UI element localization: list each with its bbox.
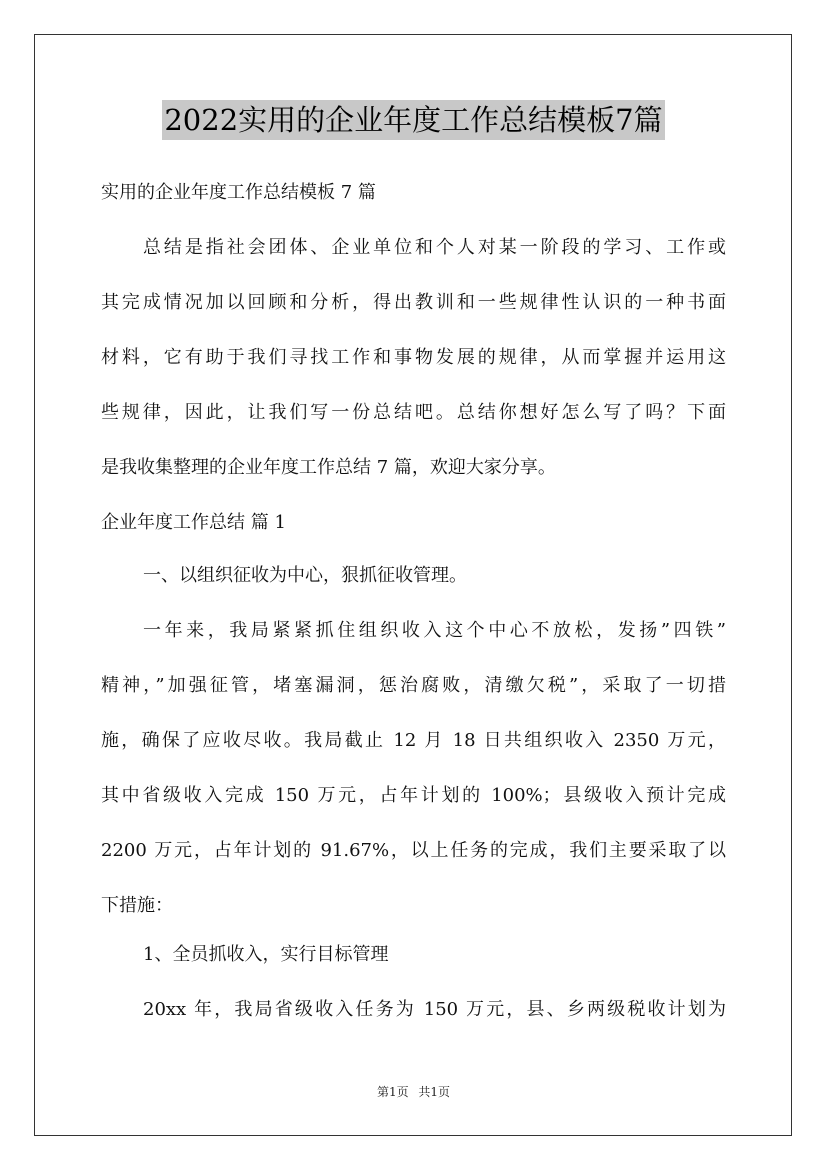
body-line: 2200 万元，占年计划的 91.67%，以上任务的完成，我们主要采取了以 xyxy=(101,840,726,861)
subsection-heading: 一、以组织征收为中心，狠抓征收管理。 xyxy=(143,565,467,586)
body-line: 材料，它有助于我们寻找工作和事物发展的规律，从而掌握并运用这 xyxy=(101,347,726,368)
body-line: 一年来，我局紧紧抓住组织收入这个中心不放松，发扬”四铁” xyxy=(143,620,726,641)
body-line: 其中省级收入完成 150 万元，占年计划的 100%；县级收入预计完成 xyxy=(101,785,726,806)
body-line: 精神，”加强征管，堵塞漏洞，惩治腐败，清缴欠税”，采取了一切措 xyxy=(101,675,726,696)
body-line: 其完成情况加以回顾和分析，得出教训和一些规律性认识的一种书面 xyxy=(101,292,726,313)
section-heading: 企业年度工作总结 篇 1 xyxy=(101,512,286,533)
body-line: 总结是指社会团体、企业单位和个人对某一阶段的学习、工作或 xyxy=(143,237,726,258)
document-title: 2022实用的企业年度工作总结模板7篇 xyxy=(162,100,664,140)
item-heading: 1、全员抓收入，实行目标管理 xyxy=(143,944,389,965)
body-line: 20xx 年，我局省级收入任务为 150 万元，县、乡两级税收计划为 xyxy=(143,999,726,1020)
page-footer xyxy=(0,1084,827,1100)
body-line: 是我收集整理的企业年度工作总结 7 篇，欢迎大家分享。 xyxy=(101,457,556,478)
body-line: 施，确保了应收尽收。我局截止 12 月 18 日共组织收入 2350 万元， xyxy=(101,730,726,751)
body-line: 下措施： xyxy=(101,895,173,916)
title-container xyxy=(0,100,827,140)
body-line: 些规律，因此，让我们写一份总结吧。总结你想好怎么写了吗？下面 xyxy=(101,402,726,423)
page-number: 第1页 xyxy=(376,1085,409,1099)
page-total: 共1页 xyxy=(418,1085,451,1099)
subtitle-line: 实用的企业年度工作总结模板 7 篇 xyxy=(101,182,376,203)
